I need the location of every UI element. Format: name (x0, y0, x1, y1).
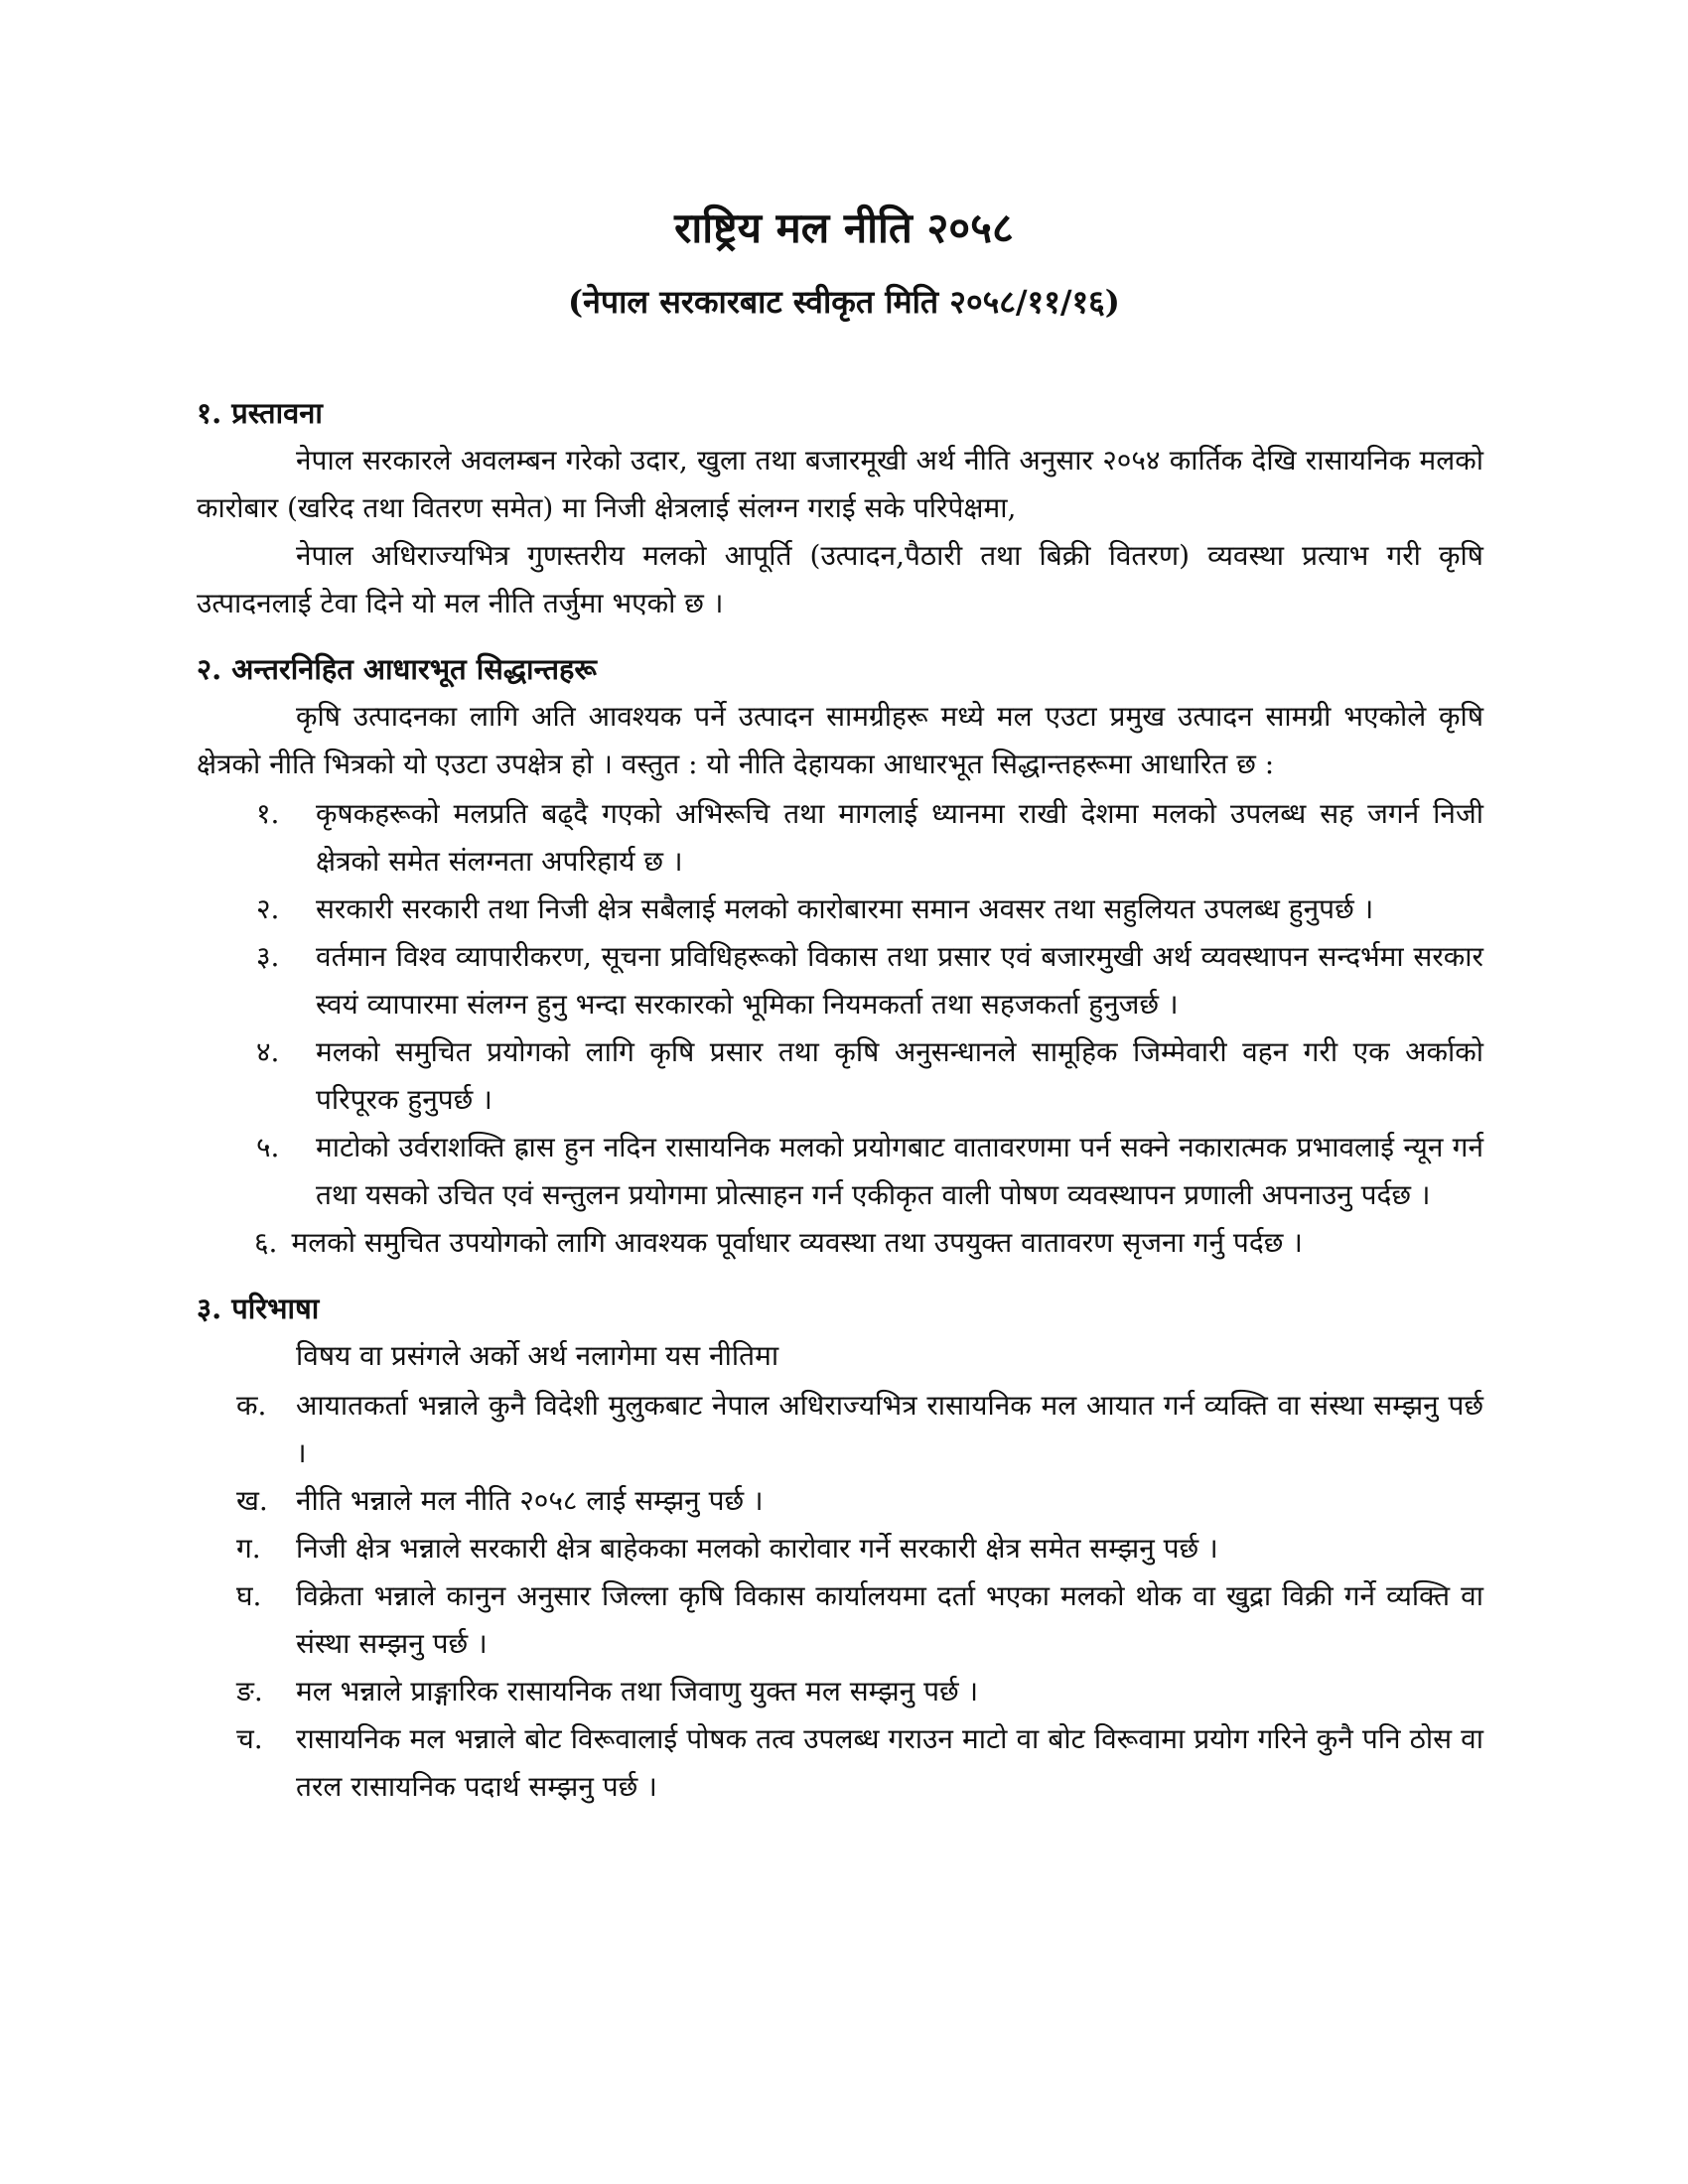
item-number: ख. (236, 1484, 268, 1517)
section-intro: विषय वा प्रसंगले अर्को अर्थ नलागेमा यस नीतिमा (296, 1339, 779, 1372)
list-item (197, 790, 1483, 886)
principles-list (197, 790, 1483, 1267)
paragraph: नेपाल अधिराज्यभित्र गुणस्तरीय मलको आपूर्ति (उत्पादन,पैठारी तथा बिक्री वितरण) व्यवस्था प्रत्याभ गरी कृषि उत्पादनलाई टेवा दिने यो मल नीति तर्जुमा भएको छ । (197, 539, 1483, 619)
item-number: ६. (254, 1226, 278, 1259)
item-text: आयातकर्ता भन्नाले कुनै विदेशी मुलुकबाट नेपाल अधिराज्यभित्र रासायनिक मल आयात गर्न व्यक्ति वा संस्था सम्झनु पर्छ । (296, 1389, 1483, 1469)
section-intro: कृषि उत्पादनका लागि अति आवश्यक पर्ने उत्पादन सामग्रीहरू मध्ये मल एउटा प्रमुख उत्पादन सामग्री भएकोले कृषि क्षेत्रको नीति भित्रको यो एउटा उपक्षेत्र हो । वस्तुत : यो नीति देहायका आधारभूत सिद्धान्तहरूमा आधारित छ : (197, 700, 1483, 780)
section-definitions (197, 1285, 1483, 1811)
item-number: १. (256, 797, 280, 830)
item-text: निजी क्षेत्र भन्नाले सरकारी क्षेत्र बाहेकका मलको कारोवार गर्ने सरकारी क्षेत्र समेत सम्झनु पर्छ । (296, 1532, 1218, 1565)
list-item (197, 1028, 1483, 1124)
item-text: माटोको उर्वराशक्ति ह्रास हुन नदिन रासायनिक मलको प्रयोगबाट वातावरणमा पर्न सक्ने नकारात्मक प्रभावलाई न्यून गर्न तथा यसको उचित एवं सन्तुलन प्रयोगमा प्रोत्साहन गर्न एकीकृत वाली पोषण व्यवस्थापन प्रणाली अपनाउनु पर्दछ । (316, 1131, 1483, 1211)
section-heading: २. अन्तरनिहित आधारभूत सिद्धान्तहरू (197, 652, 597, 686)
list-item (197, 1668, 1483, 1715)
section-heading: ३. परिभाषा (197, 1292, 320, 1325)
list-item (197, 1715, 1483, 1811)
item-text: मलको समुचित प्रयोगको लागि कृषि प्रसार तथा कृषि अनुसन्धानले सामूहिक जिम्मेवारी वहन गरी एक अर्काको परिपूरक हुनुपर्छ । (316, 1035, 1483, 1116)
section-preamble (197, 389, 1483, 627)
item-text: सरकारी सरकारी तथा निजी क्षेत्र सबैलाई मलको कारोबारमा समान अवसर तथा सहुलियत उपलब्ध हुनुपर्छ । (316, 892, 1374, 925)
item-text: विक्रेता भन्नाले कानुन अनुसार जिल्ला कृषि विकास कार्यालयमा दर्ता भएका मलको थोक वा खुद्रा विक्री गर्ने व्यक्ति वा संस्था सम्झनु पर्छ । (296, 1579, 1483, 1660)
item-text: रासायनिक मल भन्नाले बोट विरूवालाई पोषक तत्व उपलब्ध गराउन माटो वा बोट विरूवामा प्रयोग गरिने कुनै पनि ठोस वा तरल रासायनिक पदार्थ सम्झनु पर्छ । (296, 1722, 1483, 1803)
item-text: मलको समुचित उपयोगको लागि आवश्यक पूर्वाधार व्यवस्था तथा उपयुक्त वातावरण सृजना गर्नु पर्दछ । (291, 1226, 1303, 1259)
document-title: राष्ट्रिय मल नीति २०५८ (674, 204, 1014, 252)
item-number: ग. (236, 1532, 261, 1565)
item-number: क. (236, 1389, 267, 1422)
document-subtitle: (नेपाल सरकारबाट स्वीकृत मिति २०५८/११/१६) (568, 283, 1120, 321)
item-text: कृषकहरूको मलप्रति बढ्दै गएको अभिरूचि तथा मागलाई ध्यानमा राखी देशमा मलको उपलब्ध सह जगर्न निजी क्षेत्रको समेत संलग्नता अपरिहार्य छ । (316, 797, 1483, 878)
list-item (197, 886, 1483, 933)
list-item (197, 933, 1483, 1028)
list-item (197, 1525, 1483, 1572)
section-heading: १. प्रस्तावना (197, 396, 323, 430)
item-number: २. (256, 892, 280, 925)
item-text: वर्तमान विश्व व्यापारीकरण, सूचना प्रविधिहरूको विकास तथा प्रसार एवं बजारमुखी अर्थ व्यवस्थापन सन्दर्भमा सरकार स्वयं व्यापारमा संलग्न हुनु भन्दा सरकारको भूमिका नियमकर्ता तथा सहजकर्ता हुनुजर्छ । (316, 940, 1483, 1021)
item-number: ङ. (236, 1675, 263, 1707)
list-item (197, 1477, 1483, 1525)
list-item (197, 1124, 1483, 1219)
item-text: मल भन्नाले प्राङ्गारिक रासायनिक तथा जिवाणु युक्त मल सम्झनु पर्छ । (296, 1675, 979, 1707)
list-item (197, 1219, 1483, 1267)
item-text: नीति भन्नाले मल नीति २०५८ लाई सम्झनु पर्छ । (296, 1484, 764, 1517)
item-number: घ. (236, 1579, 262, 1612)
item-number: च. (236, 1722, 263, 1755)
item-number: ४. (256, 1035, 280, 1068)
item-number: ५. (256, 1131, 280, 1163)
list-item (197, 1572, 1483, 1668)
item-number: ३. (256, 940, 280, 973)
paragraph: नेपाल सरकारले अवलम्बन गरेको उदार, खुला तथा बजारमूखी अर्थ नीति अनुसार २०५४ कार्तिक देखि रासायनिक मलको कारोबार (खरिद तथा वितरण समेत) मा निजी क्षेत्रलाई संलग्न गराई सके परिपेक्षमा, (197, 444, 1483, 524)
definitions-list (197, 1382, 1483, 1811)
section-principles (197, 645, 1483, 1267)
list-item (197, 1382, 1483, 1477)
document-body (197, 389, 1483, 1829)
